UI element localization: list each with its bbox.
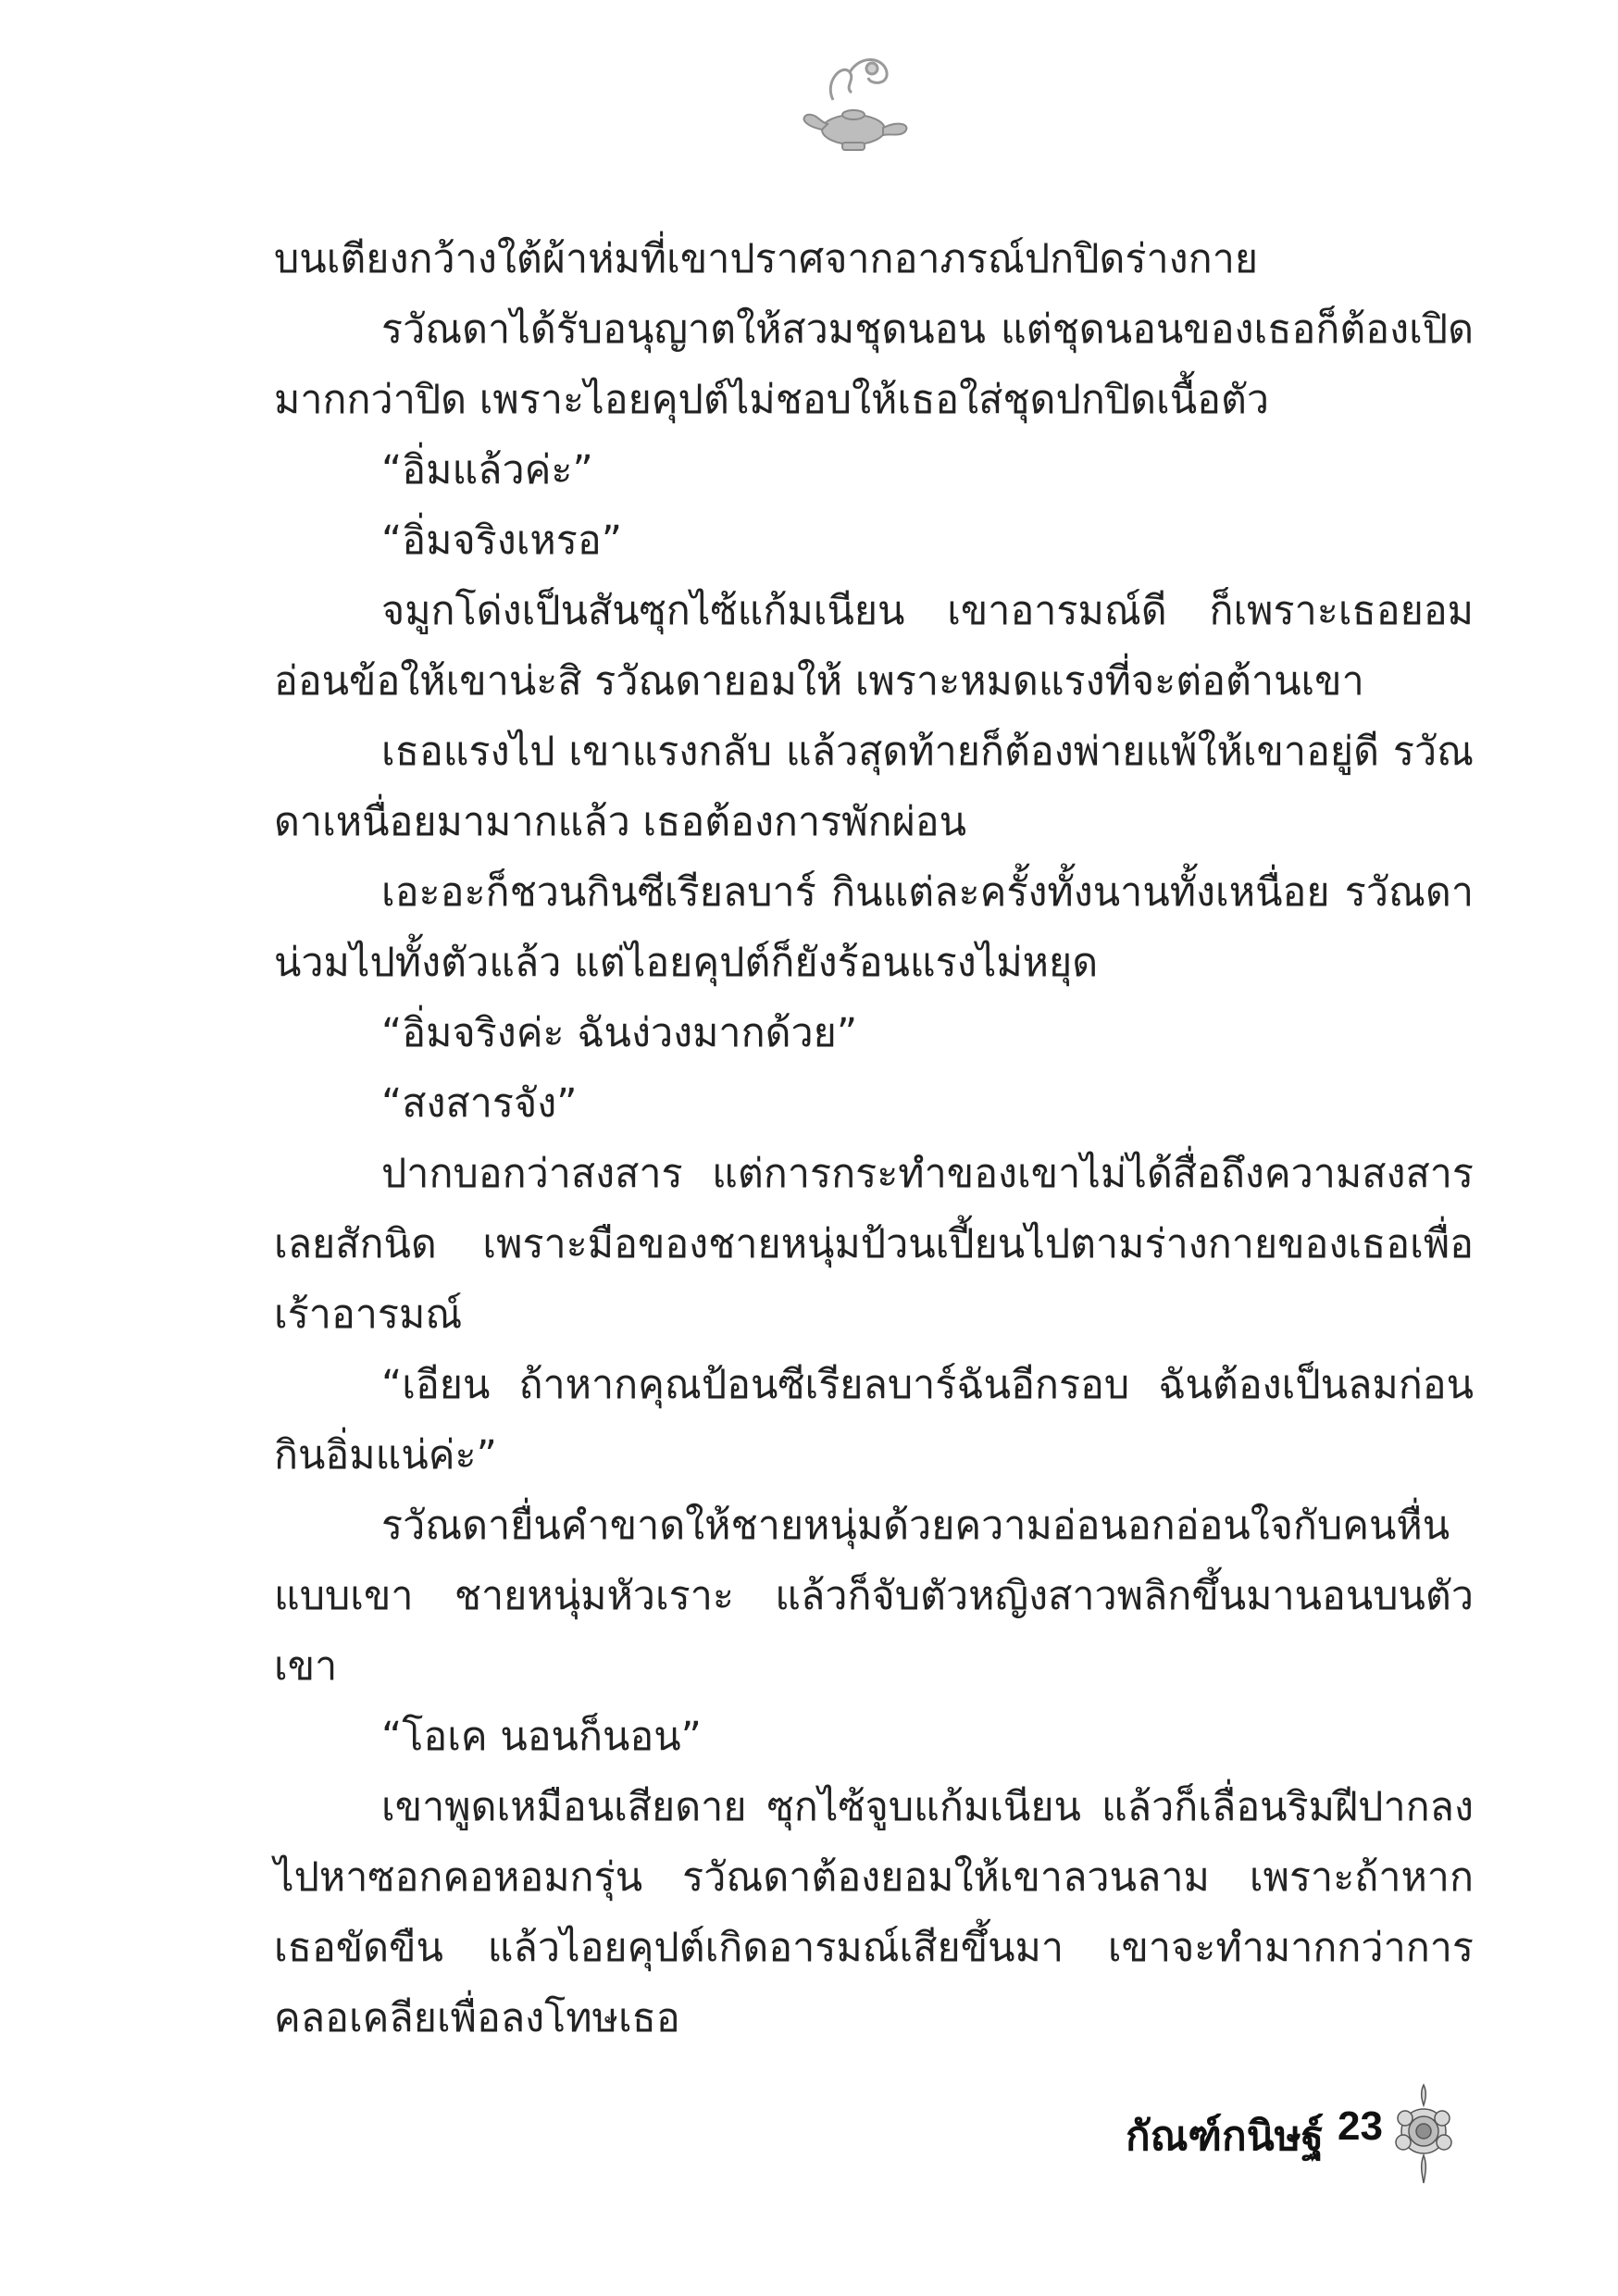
paragraph: ปากบอกว่าสงสาร แต่การกระทำของเขาไม่ได้สื่อถึงความสงสารเลยสักนิด เพราะมือของชายหนุ่มป้วนเปี้ยนไปตามร่างกายของเธอเพื่อเร้าอารมณ์ [274,1151,1474,1338]
paragraph: เธอแรงไป เขาแรงกลับ แล้วสุดท้ายก็ต้องพ่ายแพ้ให้เขาอยู่ดี รวัณดาเหนื่อยมามากแล้ว เธอต้องการพักผ่อน [274,729,1474,845]
dialogue-line: “อิ่มจริงค่ะ ฉันง่วงมากด้วย” [381,1010,858,1056]
paragraph: เอะอะก็ชวนกินซีเรียลบาร์ กินแต่ละครั้งทั้งนานทั้งเหนื่อย รวัณดาน่วมไปทั้งตัวแล้ว แต่ไอยคุปต์ก็ยังร้อนแรงไม่หยุด [274,869,1474,986]
paragraph: บนเตียงกว้างใต้ผ้าห่มที่เขาปราศจากอาภรณ์ปกปิดร่างกาย [274,236,1259,282]
page-number: 23 [1338,2103,1383,2149]
paragraph: รวัณดายื่นคำขาดให้ชายหนุ่มด้วยความอ่อนอกอ่อนใจกับคนหื่นแบบเขา ชายหนุ่มหัวเราะ แล้วก็จับตัวหญิงสาวพลิกขึ้นมานอนบนตัวเขา [274,1503,1474,1690]
story-text [274,224,1474,2053]
page-footer [1027,2083,1472,2185]
dialogue-line: “โอเค นอนก็นอน” [381,1714,702,1760]
book-title: กัณฑ์กนิษฐ์ [1126,2113,1324,2160]
dialogue-line: “สงสารจัง” [381,1080,578,1127]
dialogue-line: “อิ่มจริงเหรอ” [381,518,622,564]
dialogue-line: “เอียน ถ้าหากคุณป้อนซีเรียลบาร์ฉันอีกรอบ ฉันต้องเป็นลมก่อนกินอิ่มแน่ค่ะ” [274,1362,1474,1479]
paragraph: รวัณดาได้รับอนุญาตให้สวมชุดนอน แต่ชุดนอนของเธอก็ต้องเปิดมากกว่าปิด เพราะไอยคุปต์ไม่ชอบให้เธอใส่ชุดปกปิดเนื้อตัว [274,306,1474,423]
paragraph: เขาพูดเหมือนเสียดาย ซุกไซ้จูบแก้มเนียน แล้วก็เลื่อนริมฝีปากลงไปหาซอกคอหอมกรุ่น รวัณดาต้องยอมให้เขาลวนลาม เพราะถ้าหากเธอขัดขืน แล้วไอยคุปต์เกิดอารมณ์เสียขึ้นมา เขาจะทำมากกว่าการคลอเคลียเพื่อลงโทษเธอ [274,1784,1474,2041]
dialogue-line: “อิ่มแล้วค่ะ” [381,447,593,493]
paragraph: จมูกโด่งเป็นสันซุกไซ้แก้มเนียน เขาอารมณ์ดี ก็เพราะเธอยอมอ่อนข้อให้เขาน่ะสิ รวัณดายอมให้ เพราะหมดแรงที่จะต่อต้านเขา [274,588,1474,705]
genie-lamp-icon [796,44,916,165]
flower-icon [1390,2083,1457,2185]
